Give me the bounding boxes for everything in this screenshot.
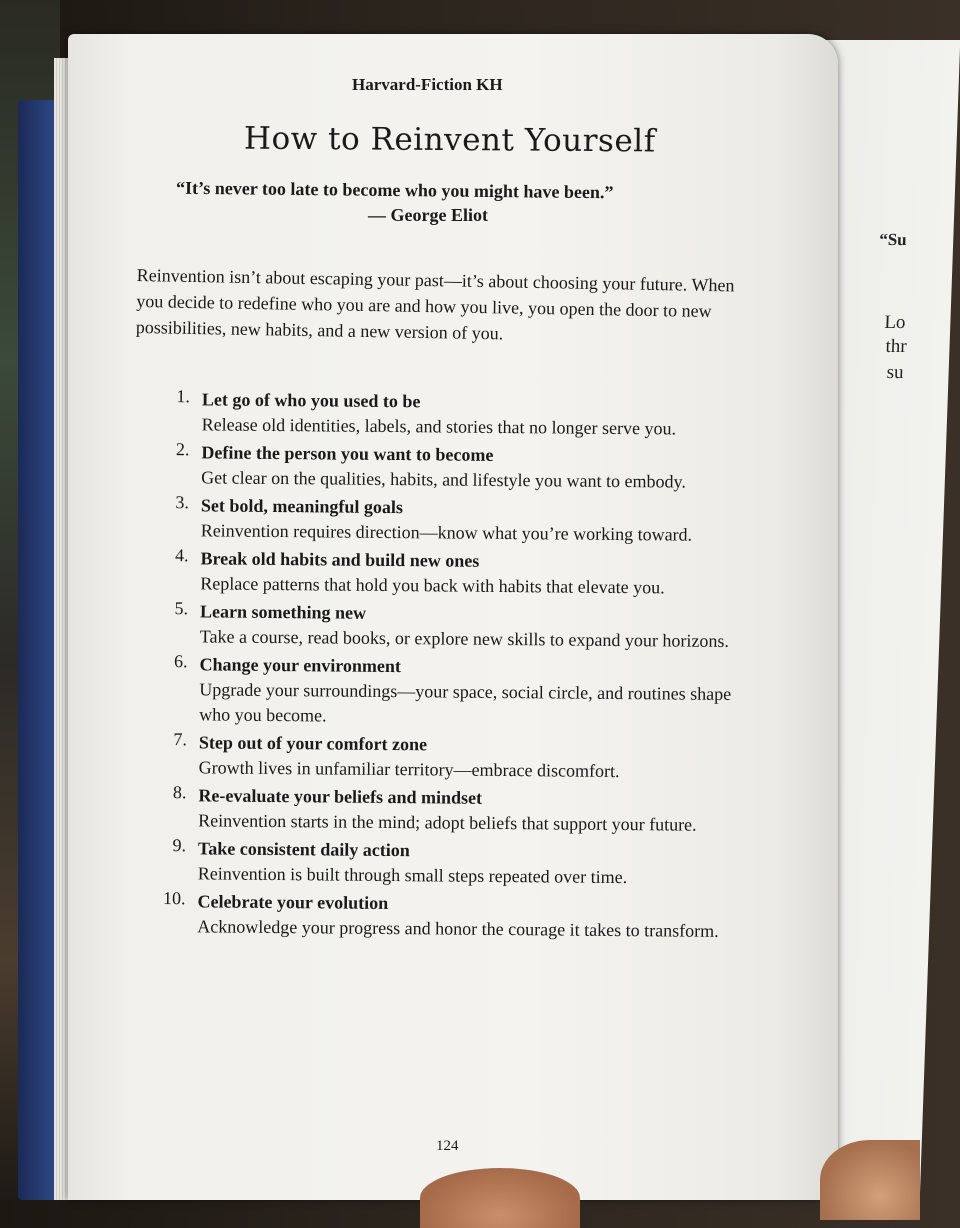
page-number: 124 [436,1138,459,1154]
facing-page-fragment: thr [885,336,908,357]
list-item [156,835,756,891]
step-number: 3. [175,492,190,513]
list-item [158,598,758,654]
list-item [157,729,757,785]
chapter-title: How to Reinvent Yourself [243,120,656,160]
step-number: 7. [173,729,188,750]
facing-page-fragment: su [886,362,904,383]
step-title: Take consistent daily action [197,838,410,861]
list-item [155,888,755,944]
facing-page-fragment: Lo [884,312,906,333]
step-number: 6. [174,651,188,672]
list-item [158,545,758,601]
thumb [420,1168,580,1228]
step-description: Replace patterns that hold you back with habits that elevate you. [200,573,665,598]
step-title: Define the person you want to become [201,442,494,465]
epigraph-quote: “It’s never too late to become who you might have been.” [175,177,614,203]
list-item [157,651,758,732]
step-description: Upgrade your surroundings—your space, social circle, and routines shape who you become. [199,679,732,726]
step-number: 9. [172,835,187,856]
step-title: Step out of your comfort zone [198,732,428,755]
step-description: Reinvention requires direction—know what you’re working toward. [200,520,693,545]
step-title: Set bold, meaningful goals [200,495,404,518]
step-description: Release old identities, labels, and stories that no longer serve you. [201,414,677,439]
step-description: Acknowledge your progress and honor the courage it takes to transform. [197,916,719,941]
step-description: Reinvention is built through small steps repeated over time. [197,863,628,888]
intro-paragraph: Reinvention isn’t about escaping your past—it’s about choosing your future. When you decide to redefine who you are and how you live, you open the door to new possibilities, new habits, and a new version of you. [135,264,735,344]
list-item [160,386,760,442]
step-title: Learn something new [199,601,367,623]
step-number: 4. [174,545,189,566]
step-title: Change your environment [199,654,402,677]
step-number: 1. [176,386,190,407]
step-description: Get clear on the qualities, habits, and lifestyle you want to embody. [201,467,686,492]
step-number: 8. [172,782,187,803]
step-title: Celebrate your evolution [197,891,389,914]
step-number: 5. [174,598,189,619]
step-title: Break old habits and build new ones [200,548,480,571]
step-description: Reinvention starts in the mind; adopt beliefs that support your future. [198,810,697,835]
facing-page-fragment: “Su [878,230,908,249]
step-number: 2. [175,439,190,460]
steps-list [155,386,760,946]
step-title: Re-evaluate your beliefs and mindset [198,785,483,808]
step-number: 10. [162,888,186,909]
step-description: Growth lives in unfamiliar territory—embrace discomfort. [198,757,620,782]
running-head: Harvard-Fiction KH [352,75,503,94]
step-description: Take a course, read books, or explore new skills to expand your horizons. [199,626,729,651]
list-item [156,782,756,838]
epigraph-attribution: — George Eliot [368,205,488,225]
list-item [159,492,759,548]
step-title: Let go of who you used to be [201,389,421,412]
list-item [159,439,759,495]
thumb [820,1140,920,1220]
